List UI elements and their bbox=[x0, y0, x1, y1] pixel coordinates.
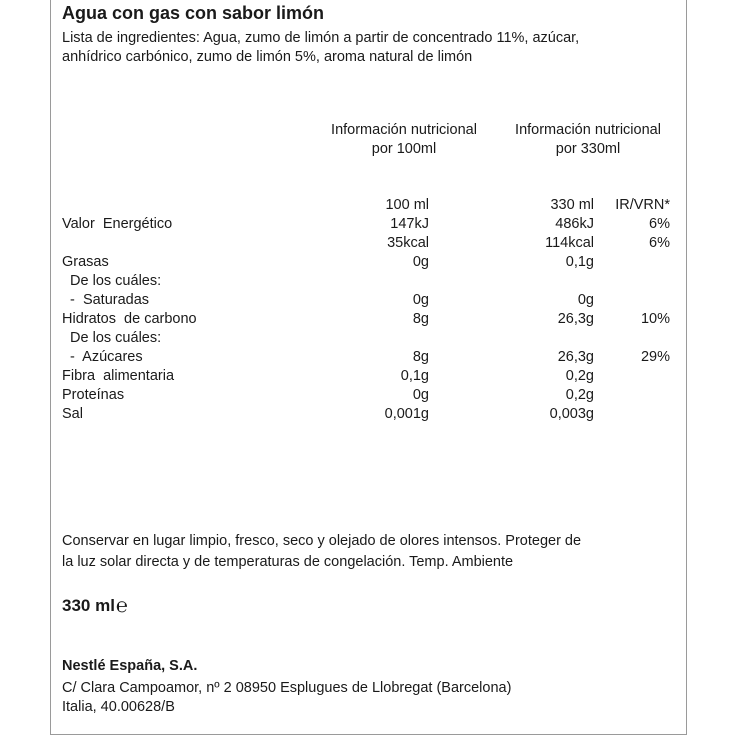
nutrient-label: Valor Energético bbox=[62, 216, 173, 232]
nutrient-label: - Saturadas bbox=[62, 292, 150, 308]
nutrient-rdi: 6% bbox=[649, 216, 670, 232]
nutrient-per330: 486kJ bbox=[555, 216, 594, 232]
manufacturer-origin: Italia, 40.00628/B bbox=[62, 699, 175, 715]
header-line: por 100ml bbox=[371, 141, 437, 157]
nutrient-label: De los cuáles: bbox=[62, 330, 162, 346]
storage-instructions bbox=[62, 531, 581, 573]
header-line: por 330ml bbox=[555, 141, 621, 157]
nutrient-per330: 26,3g bbox=[557, 349, 594, 365]
nutrient-per330: 0,1g bbox=[565, 254, 594, 270]
nutrient-label: Proteínas bbox=[62, 387, 125, 403]
nutrient-per100: 0,1g bbox=[400, 368, 429, 384]
ingredients-list bbox=[62, 29, 579, 67]
ingredients-line: anhídrico carbónico, zumo de limón 5%, aroma natural de limón bbox=[62, 49, 473, 65]
unit-rdi: IR/VRN* bbox=[615, 197, 670, 213]
ingredients-line: Lista de ingredientes: Agua, zumo de limón a partir de concentrado 11%, azúcar, bbox=[62, 30, 580, 46]
estimated-sign-icon: ℮ bbox=[115, 595, 128, 617]
nutrient-per100: 8g bbox=[412, 349, 429, 365]
nutrient-label: Grasas bbox=[62, 254, 109, 270]
nutrient-per330: 26,3g bbox=[557, 311, 594, 327]
manufacturer-address-block bbox=[62, 679, 511, 717]
nutrient-per100: 0g bbox=[412, 254, 429, 270]
net-volume bbox=[62, 595, 128, 618]
manufacturer-name: Nestlé España, S.A. bbox=[62, 658, 198, 674]
nutrient-per100: 0g bbox=[412, 292, 429, 308]
nutrient-label: Hidratos de carbono bbox=[62, 311, 197, 327]
volume-value: 330 ml bbox=[62, 596, 115, 615]
nutrient-per100: 0g bbox=[412, 387, 429, 403]
nutrient-rdi: 10% bbox=[640, 311, 670, 327]
nutrient-label: Fibra alimentaria bbox=[62, 368, 175, 384]
unit-330ml: 330 ml bbox=[550, 197, 594, 213]
nutrient-rdi: 29% bbox=[640, 349, 670, 365]
nutrient-rdi: 6% bbox=[649, 235, 670, 251]
nutrient-label: De los cuáles: bbox=[62, 273, 162, 289]
manufacturer-address: C/ Clara Campoamor, nº 2 08950 Esplugues de Llobregat (Barcelona) bbox=[62, 680, 512, 696]
nutrient-per100: 8g bbox=[412, 311, 429, 327]
nutrient-per330: 0g bbox=[577, 292, 594, 308]
header-line: Información nutricional bbox=[331, 122, 477, 138]
header-per-100ml bbox=[318, 121, 490, 159]
header-line: Información nutricional bbox=[515, 122, 661, 138]
nutrient-label: Sal bbox=[62, 406, 83, 422]
header-per-330ml bbox=[503, 121, 673, 159]
nutrient-per330: 0,2g bbox=[565, 387, 594, 403]
nutrient-per100: 0,001g bbox=[384, 406, 429, 422]
unit-100ml: 100 ml bbox=[385, 197, 429, 213]
storage-line: Conservar en lugar limpio, fresco, seco y olejado de olores intensos. Proteger de bbox=[62, 533, 582, 549]
nutrient-per330: 0,003g bbox=[549, 406, 594, 422]
nutrient-label: - Azúcares bbox=[62, 349, 143, 365]
nutrient-per100: 35kcal bbox=[387, 235, 429, 251]
storage-line: la luz solar directa y de temperaturas de congelación. Temp. Ambiente bbox=[62, 554, 514, 570]
nutrient-per330: 0,2g bbox=[565, 368, 594, 384]
product-title: Agua con gas con sabor limón bbox=[62, 3, 325, 23]
nutrient-per100: 147kJ bbox=[390, 216, 429, 232]
nutrient-per330: 114kcal bbox=[545, 235, 594, 251]
